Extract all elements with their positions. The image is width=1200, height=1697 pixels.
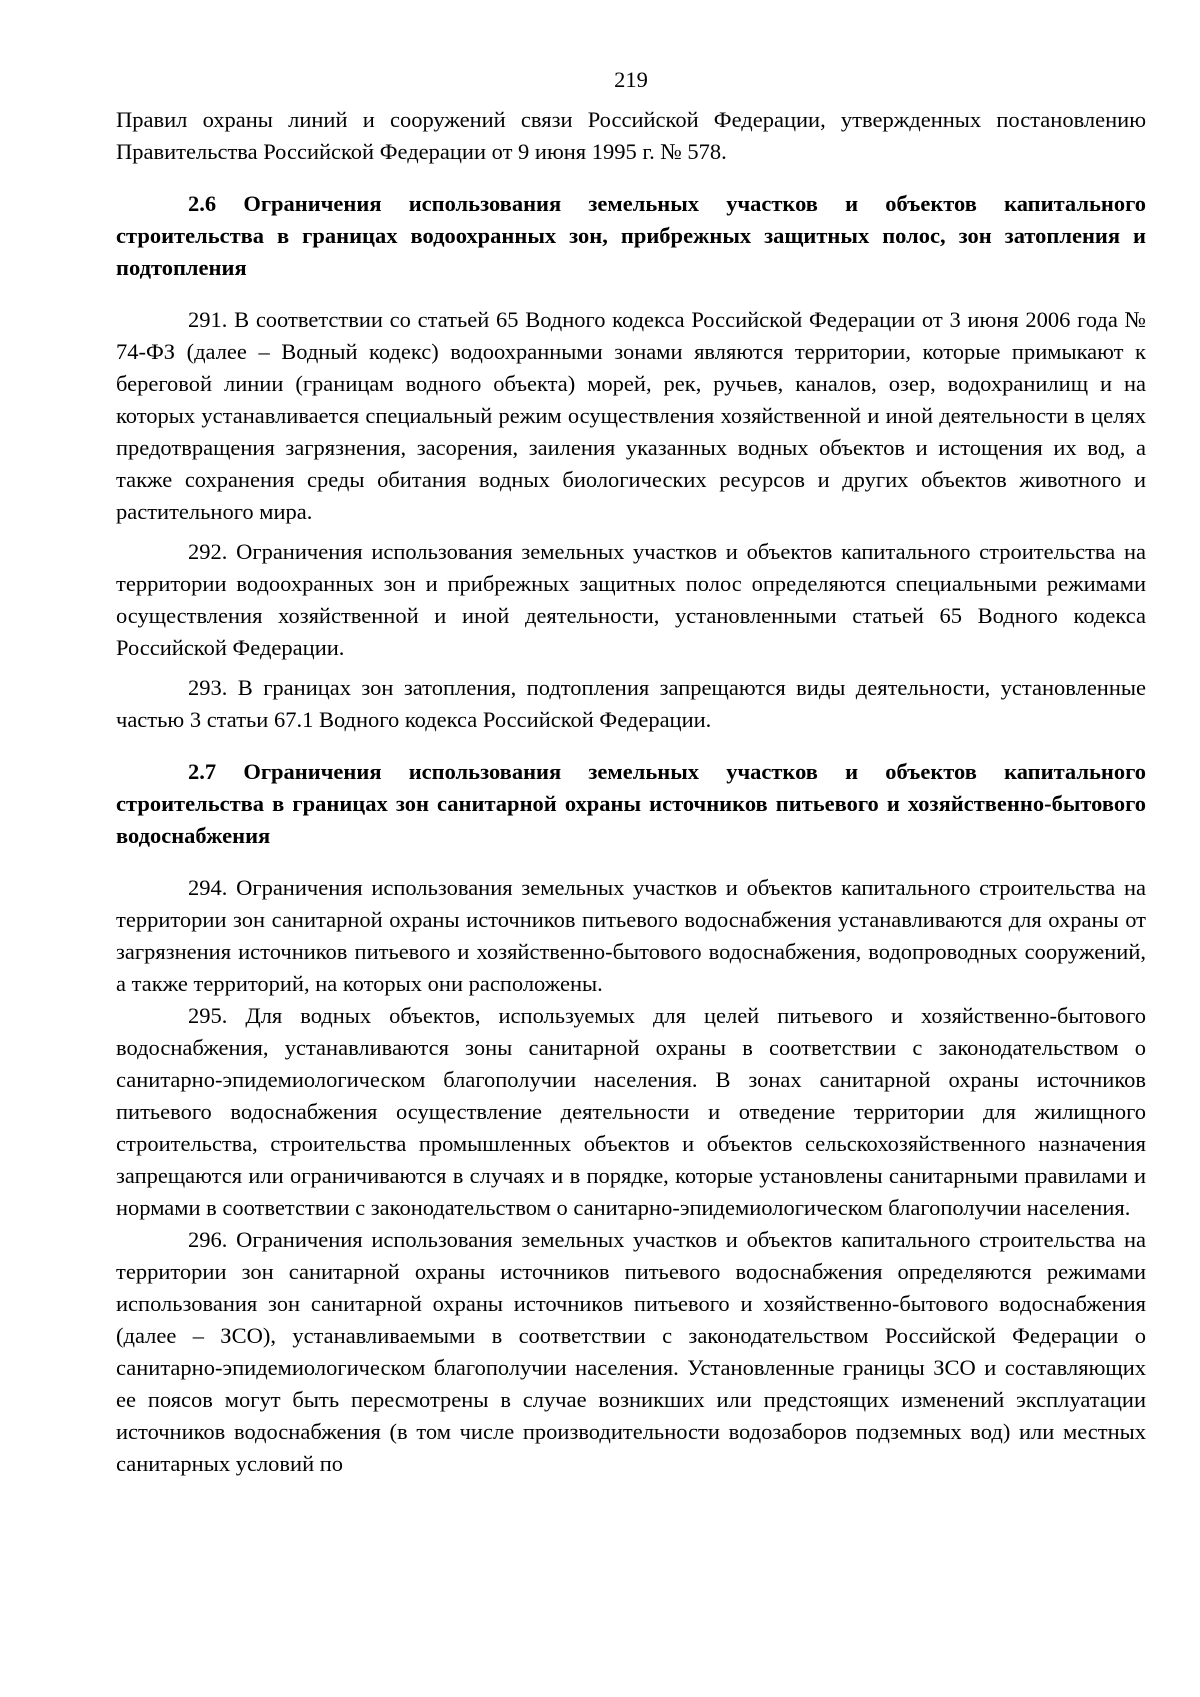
section-heading-2-7: 2.7 Ограничения использования земельных участков и объектов капитального строительства в границах зон санитарной охраны источников питьевого и хозяйственно-бытового водоснабжения: [116, 759, 1146, 848]
paragraph-291: 291. В соответствии со статьей 65 Водного кодекса Российской Федерации от 3 июня 2006 года № 74-ФЗ (далее – Водный кодекс) водоохранными зонами являются территории, которые примыкают к береговой линии (границам водного объекта) морей, рек, ручьев, каналов, озер, водохранилищ и на которых устанавливается специальный режим осуществления хозяйственной и иной деятельности в целях предотвращения загрязнения, засорения, заиления указанных водных объектов и истощения их вод, а также сохранения среды обитания водных биологических ресурсов и других объектов животного и растительного мира.: [116, 307, 1146, 524]
page-number: 219: [614, 67, 648, 92]
paragraph-294: 294. Ограничения использования земельных участков и объектов капитального строительства на территории зон санитарной охраны источников питьевого водоснабжения устанавливаются для охраны от загрязнения источников питьевого и хозяйственно-бытового водоснабжения, водопроводных сооружений, а также территорий, на которых они расположены.: [116, 875, 1146, 996]
paragraph-292: 292. Ограничения использования земельных участков и объектов капитального строительства на территории водоохранных зон и прибрежных защитных полос определяются специальными режимами осуществления хозяйственной и иной деятельности, установленными статьей 65 Водного кодекса Российской Федерации.: [116, 539, 1146, 660]
document-page: [116, 64, 1146, 1480]
paragraph-295: 295. Для водных объектов, используемых для целей питьевого и хозяйственно-бытового водоснабжения, устанавливаются зоны санитарной охраны в соответствии с законодательством о санитарно-эпидемиологическом благополучии населения. В зонах санитарной охраны источников питьевого водоснабжения осуществление деятельности и отведение территории для жилищного строительства, строительства промышленных объектов и объектов сельскохозяйственного назначения запрещаются или ограничиваются в случаях и в порядке, которые установлены санитарными правилами и нормами в соответствии с законодательством о санитарно-эпидемиологическом благополучии населения.: [116, 1003, 1146, 1220]
section-heading-2-6: 2.6 Ограничения использования земельных участков и объектов капитального строительства в границах водоохранных зон, прибрежных защитных полос, зон затопления и подтопления: [116, 191, 1146, 280]
paragraph-296: 296. Ограничения использования земельных участков и объектов капитального строительства на территории зон санитарной охраны источников питьевого водоснабжения определяются режимами использования зон санитарной охраны источников питьевого и хозяйственно-бытового водоснабжения (далее – ЗСО), устанавливаемыми в соответствии с законодательством Российской Федерации о санитарно-эпидемиологическом благополучии населения. Установленные границы ЗСО и составляющих ее поясов могут быть пересмотрены в случае возникших или предстоящих изменений эксплуатации источников водоснабжения (в том числе производительности водозаборов подземных вод) или местных санитарных условий по: [116, 1227, 1146, 1476]
paragraph-293: 293. В границах зон затопления, подтопления запрещаются виды деятельности, установленные частью 3 статьи 67.1 Водного кодекса Российской Федерации.: [116, 675, 1146, 732]
continuation-paragraph: Правил охраны линий и сооружений связи Российской Федерации, утвержденных постановлению Правительства Российской Федерации от 9 июня 1995 г. № 578.: [116, 107, 1146, 164]
